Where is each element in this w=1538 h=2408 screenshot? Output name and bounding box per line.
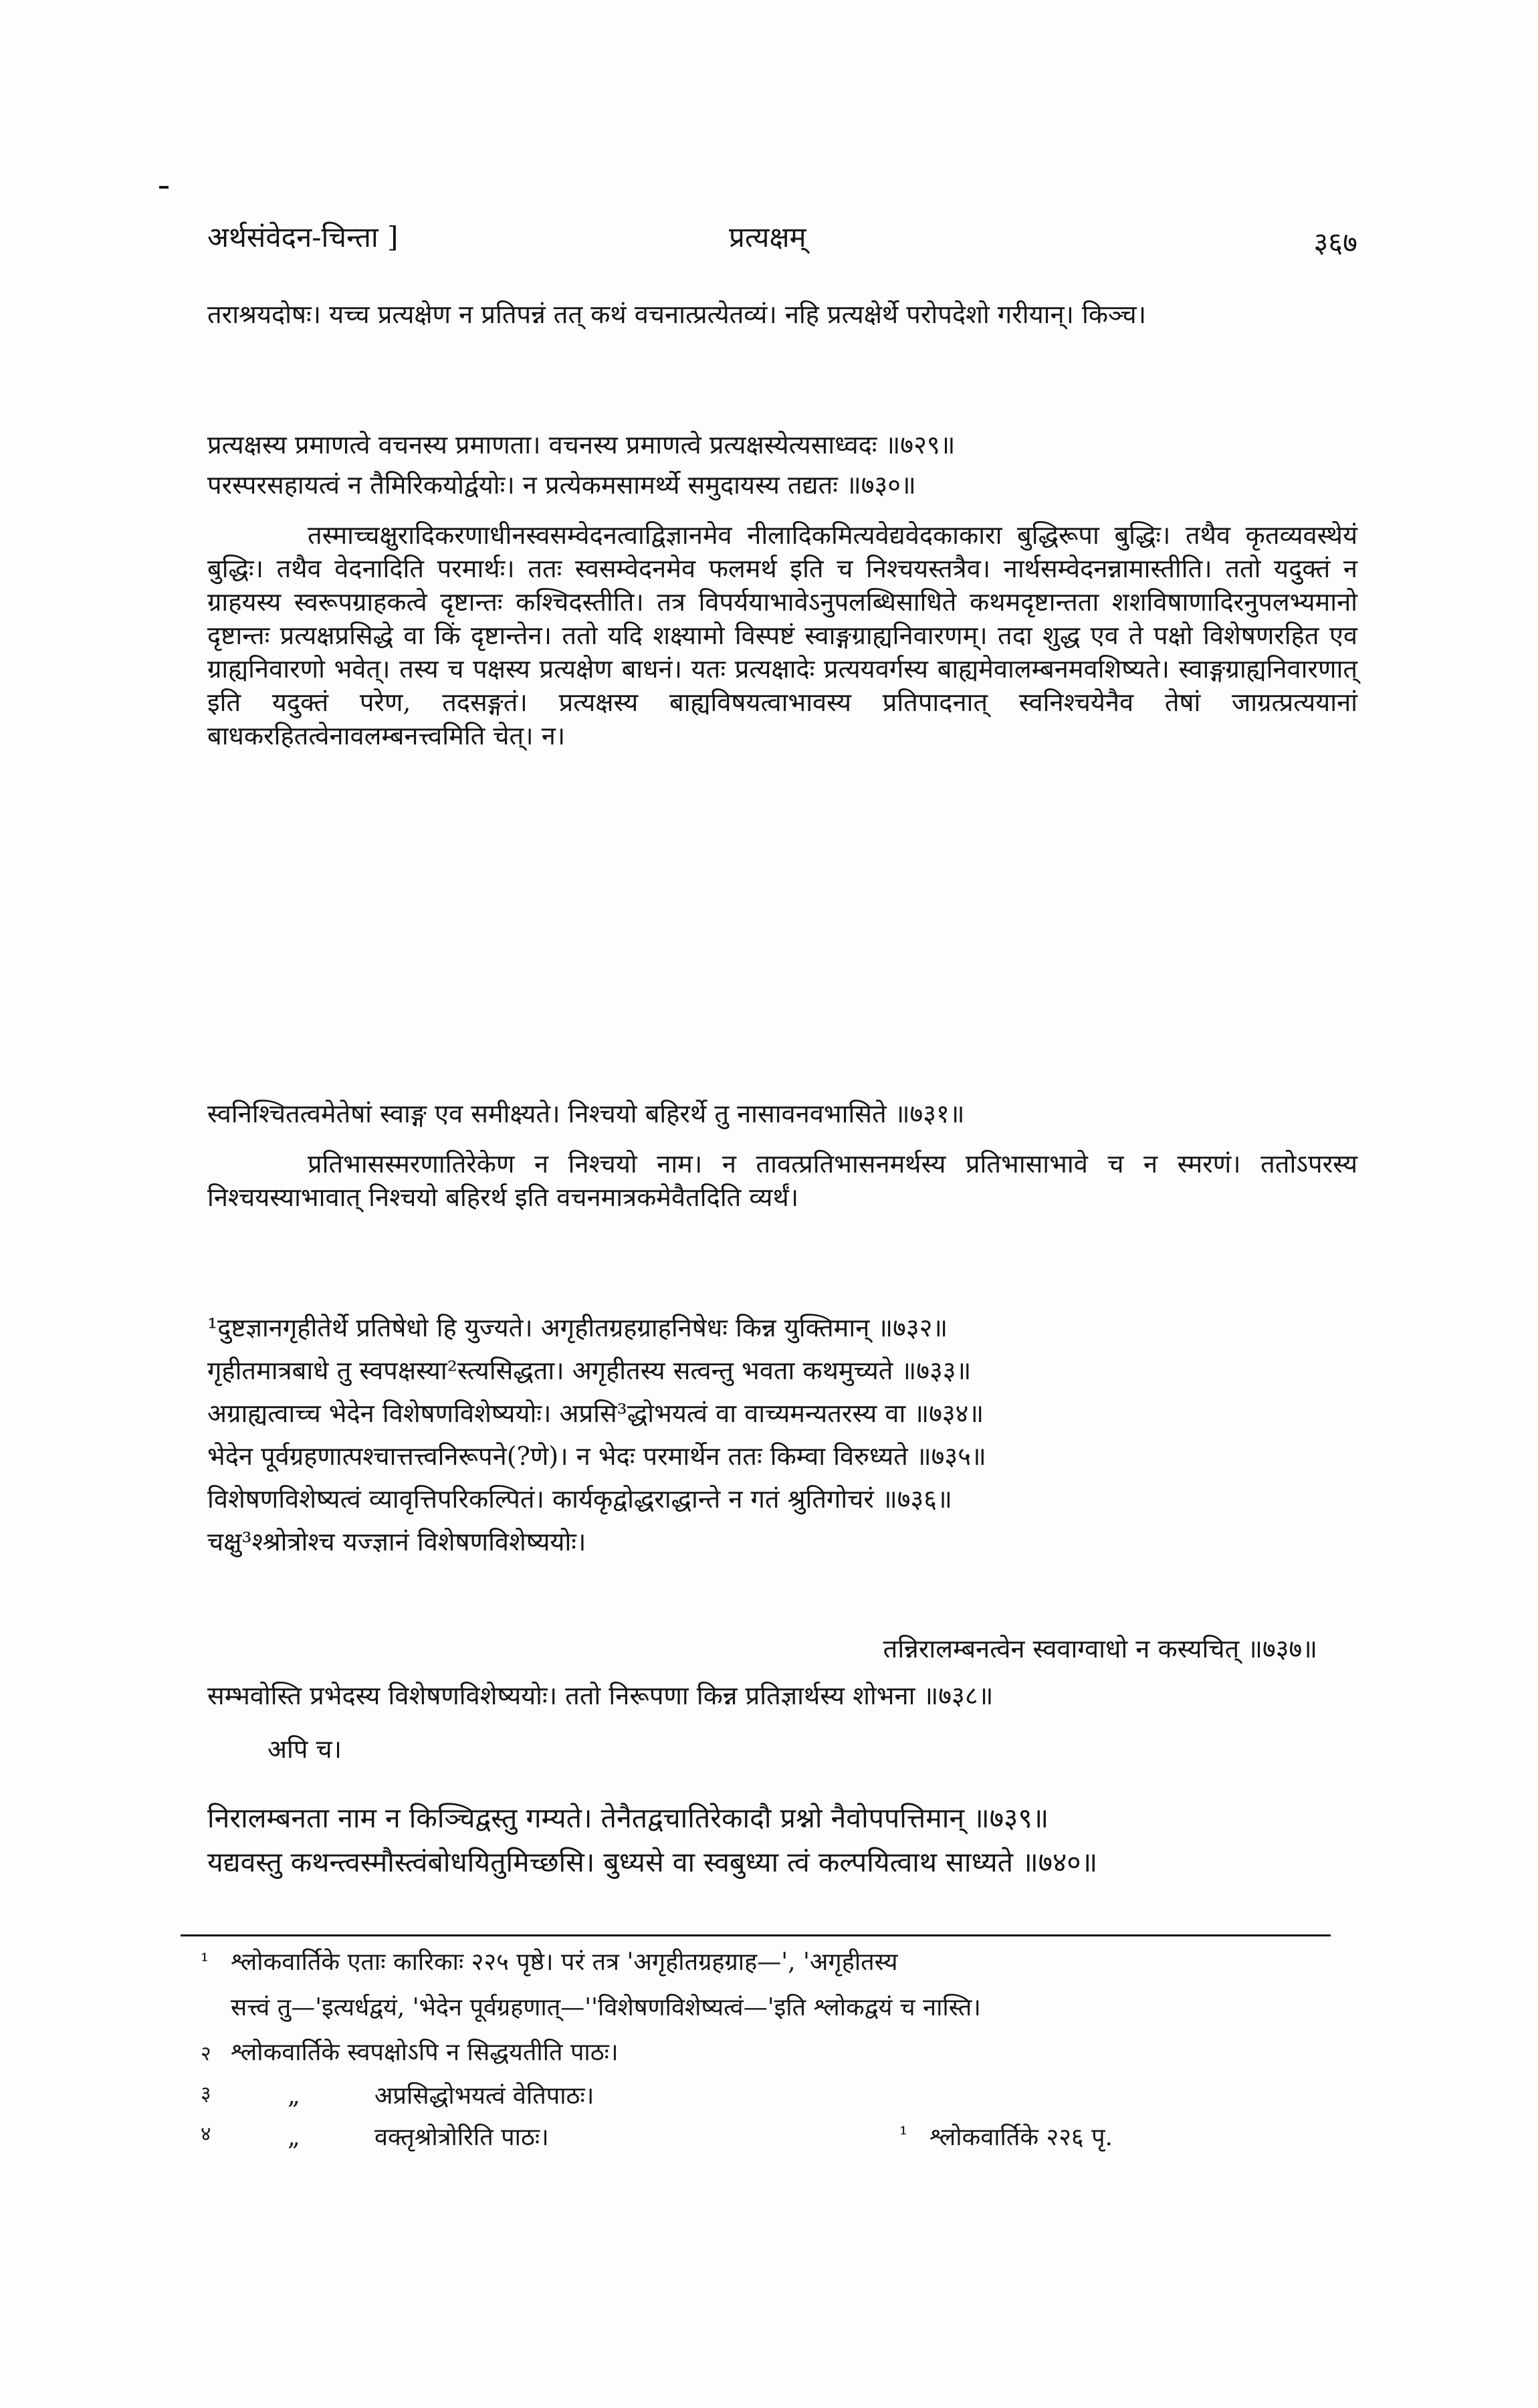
- verse-736: विशेषणविशेष्यत्वं व्यावृत्तिपरिकल्पितं। कार्यकृद्वोद्धराद्धान्ते न गतं श्रुतिगोचरं ॥७३६॥: [207, 1484, 952, 1514]
- verse-733: गृहीतमात्रबाधे तु स्वपक्षस्या²स्त्यसिद्धता। अगृहीतस्य सत्वन्तु भवता कथमुच्यते ॥७३३॥: [207, 1356, 972, 1385]
- footnote-1-line-2: सत्त्वं तु—'इत्यर्धद्वयं, 'भेदेन पूर्वग्रहणात्—''विशेषणविशेष्यत्वं—'इति श्लोकद्वयं च नास्ति।: [231, 1994, 981, 2021]
- paragraph-pratibhasa: प्रतिभासस्मरणातिरेकेण न निश्चयो नाम। न तावत्प्रतिभासनमर्थस्य प्रतिभासाभावे च न स्मरणं। ततोऽपरस्य निश्चयस्याभावात् निश्चयो बहिरर्थ इति वचनमात्रकमेवैतदिति व्यर्थं।: [207, 1149, 1357, 1212]
- final-verses: [207, 1799, 1357, 1881]
- paragraph-commentary: तस्माच्चक्षुरादिकरणाधीनस्वसम्वेदनत्वाद्विज्ञानमेव नीलादिकमित्यवेद्यवेदकाकारा बुद्धिरूपा बुद्धिः। तथैव कृतव्यवस्थेयं बुद्धिः। तथैव वेदनादिति परमार्थः। ततः स्वसम्वेदनमेव फलमर्थ इति च निश्चयस्तत्रैव। नार्थसम्वेदनन्नामास्तीति। ततो यदुक्तं न ग्राहयस्य स्वरूपग्राहकत्वे दृष्टान्तः कश्चिदस्तीति। तत्र विपर्ययाभावेऽनुपलब्धिसाधिते कथमदृष्टान्तता शशविषाणादिरनुपलभ्यमानो दृष्टान्तः प्रत्यक्षप्रसिद्धे वा किं दृष्टान्तेन। ततो यदि शक्ष्यामो विस्पष्टं स्वाङ्गग्राह्यनिवारणम्। तदा शुद्ध एव ते पक्षो विशेषणरहित एव ग्राह्यनिवारणो भवेत्। तस्य च पक्षस्य प्रत्यक्षेण बाधनं। यतः प्रत्यक्षादेः प्रत्ययवर्गस्य बाह्यमेवालम्बनमवशिष्यते। स्वाङ्गग्राह्यनिवारणात् इति यदुक्तं परेण, तदसङ्गतं। प्रत्यक्षस्य बाह्यविषयत्वाभावस्य प्रतिपादनात् स्वनिश्चयेनैव तेषां जाग्रत्प्रत्ययानां बाधकरहितत्वेनावलम्बनत्त्वमिति चेत्। न।: [207, 520, 1357, 750]
- verse-734: अग्राह्यत्वाच्च भेदेन विशेषणविशेष्ययोः। अप्रसि³द्धोभयत्वं वा वाच्यमन्यतरस्य वा ॥७३४॥: [207, 1399, 984, 1428]
- verse-729: प्रत्यक्षस्य प्रमाणत्वे वचनस्य प्रमाणता। वचनस्य प्रमाणत्वे प्रत्यक्षस्येत्यसाध्वदः ॥७२९॥: [207, 430, 956, 460]
- verse-739: निरालम्बनता नाम न किञ्चिद्वस्तु गम्यते। तेनैतद्वचातिरेकादौ प्रश्नो नैवोपपत्तिमान् ॥७३९॥: [207, 1802, 1049, 1834]
- verse-738: सम्भवोस्ति प्रभेदस्य विशेषणविशेष्ययोः। ततो निरूपणा किन्न प्रतिज्ञार्थस्य शोभना ॥७३८॥: [207, 1681, 994, 1710]
- footnote-3-text: अप्रसिद्धोभयत्वं वेतिपाठः।: [374, 2082, 594, 2110]
- header-section-title: अर्थसंवेदन-चिन्ता ]: [207, 221, 399, 254]
- footnote-3-ditto: „: [288, 2082, 300, 2110]
- running-header: [207, 217, 1357, 271]
- verse-737-block: [207, 1632, 1357, 1666]
- footnote-5-text: श्लोकवार्तिके २२६ पृ.: [929, 2124, 1113, 2151]
- api-ca: अपि च।: [267, 1734, 342, 1764]
- verse-group: [207, 1311, 1357, 1559]
- verse-737: तन्निरालम्बनत्वेन स्ववाग्वाधो न कस्यचित् ॥७३७॥: [883, 1634, 1317, 1664]
- footnote-4-mark: ४: [201, 2122, 211, 2146]
- footnote-5-mark: ¹: [899, 2123, 908, 2146]
- verse-731: स्वनिश्चितत्वमेतेषां स्वाङ्ग एव समीक्ष्यते। निश्चयो बहिरर्थे तु नासावनवभासिते ॥७३१॥: [207, 1099, 965, 1128]
- verse-737-first-half: चक्षु³श्श्रोत्रोश्च यज्ज्ञानं विशेषणविशेष्ययोः।: [207, 1527, 586, 1557]
- verse-730: परस्परसहायत्वं न तैमिरिकयोर्द्वयोः। न प्रत्येकमसामर्थ्ये समुदायस्य तद्यतः ॥७३०॥: [207, 470, 916, 500]
- stray-mark: [159, 186, 169, 189]
- page-number: ३६७: [1313, 226, 1357, 259]
- footnote-4-ditto: „: [288, 2124, 300, 2151]
- paragraph-continuation: तराश्रयदोषः। यच्च प्रत्यक्षेण न प्रतिपन्नं तत् कथं वचनात्प्रत्येतव्यं। नहि प्रत्यक्षेर्थे परोपदेशो गरीयान्। किञ्च।: [207, 300, 1147, 329]
- verse-735: भेदेन पूर्वग्रहणात्पश्चात्तत्त्वनिरूपने(?णे)। न भेदः परमार्थेन ततः किम्वा विरुध्यते ॥७३५॥: [207, 1441, 986, 1471]
- footnote-4-text: वक्तृश्रोत्रोरिति पाठः।: [374, 2124, 549, 2151]
- footnote-rule: [181, 1934, 1331, 1936]
- footnote-2-mark: २: [201, 2042, 211, 2066]
- verse-740: यद्यवस्तु कथन्त्वस्मौस्त्वंबोधयितुमिच्छसि। बुध्यसे वा स्वबुध्या त्वं कल्पयित्वाथ साध्यते ॥७४०॥: [207, 1846, 1098, 1878]
- footnote-1-line-1: श्लोकवार्तिके एताः कारिकाः २२५ पृष्ठे। परं तत्र 'अगृहीतग्रहग्राह—', 'अगृहीतस्य: [231, 1948, 898, 1976]
- footnote-3-mark: ३: [201, 2082, 211, 2106]
- verse-732: ¹दुष्टज्ञानगृहीतेर्थे प्रतिषेधो हि युज्यते। अगृहीतग्रहग्राहनिषेधः किन्न युक्तिमान् ॥७३२॥: [207, 1313, 948, 1342]
- header-chapter-title: प्रत्यक्षम्: [729, 221, 806, 254]
- footnote-2-text: श्लोकवार्तिके स्वपक्षोऽपि न सिद्धयतीति पाठः।: [231, 2039, 619, 2066]
- footnote-1-mark: ¹: [201, 1950, 209, 1973]
